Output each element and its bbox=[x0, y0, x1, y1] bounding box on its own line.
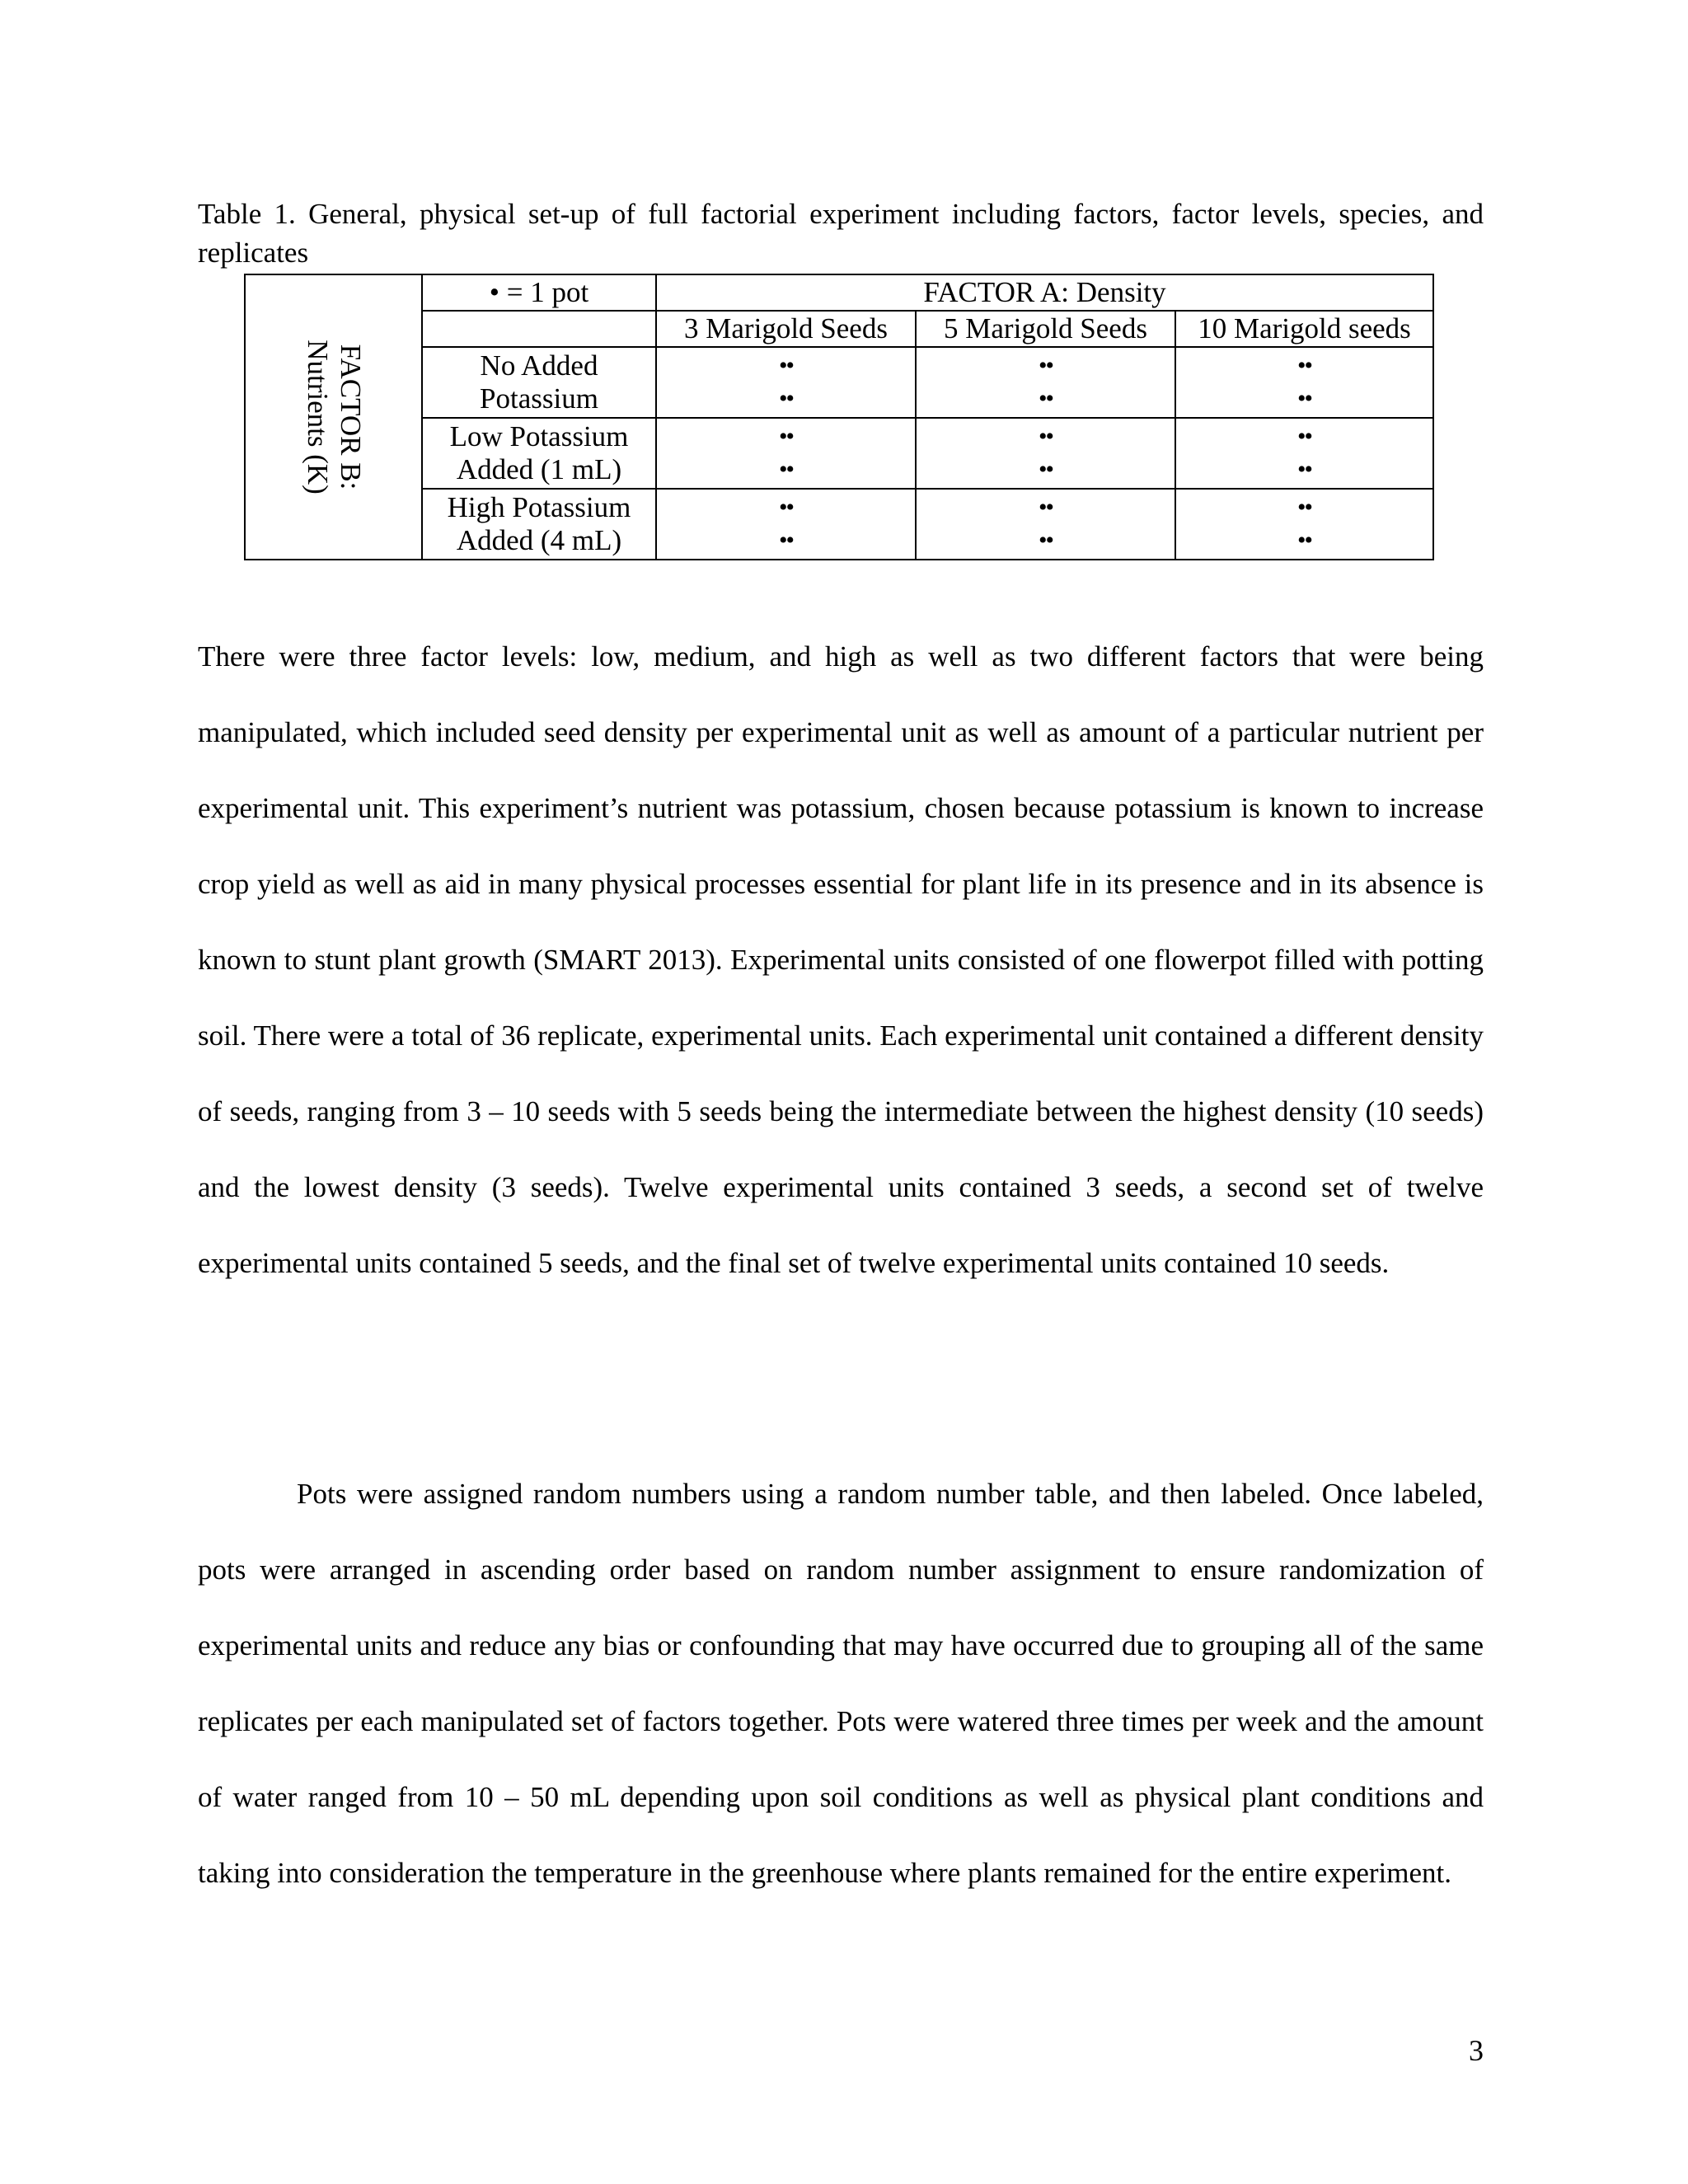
pot-cell: •• •• bbox=[656, 418, 916, 489]
page-number: 3 bbox=[1469, 2034, 1484, 2067]
factor-level-label: Low Potassium Added (1 mL) bbox=[422, 418, 656, 489]
factor-a-label: FACTOR A: Density bbox=[656, 274, 1433, 311]
column-header: 5 Marigold Seeds bbox=[916, 311, 1175, 347]
body-paragraph: Pots were assigned random numbers using a random number table, and then labeled. Once labeled, pots were arranged in ascending order based on random number assignment to ensure randomization of experimental units and reduce any bias or confounding that may have occurred due to grouping all of the same replicates per each manipulated set of factors together. Pots were watered three times per week and the amount of water ranged from 10 – 50 mL depending upon soil conditions as well as physical plant conditions and taking into consideration the temperature in the greenhouse where plants remained for the entire experiment. bbox=[198, 1478, 1484, 1889]
column-header: 3 Marigold Seeds bbox=[656, 311, 916, 347]
factor-b-subtitle: Nutrients (K) bbox=[301, 340, 334, 494]
table-row bbox=[245, 489, 1433, 560]
pot-cell: •• •• bbox=[916, 489, 1175, 560]
pot-cell: •• •• bbox=[656, 489, 916, 560]
table-header-row-2 bbox=[245, 311, 1433, 347]
pot-cell: •• •• bbox=[1175, 347, 1433, 418]
pot-cell: •• •• bbox=[1175, 489, 1433, 560]
experiment-setup-table bbox=[244, 274, 1434, 560]
factor-level-label: High Potassium Added (4 mL) bbox=[422, 489, 656, 560]
factor-b-title: FACTOR B: bbox=[334, 344, 367, 490]
pot-legend: • = 1 pot bbox=[422, 274, 656, 311]
factor-b-cell bbox=[245, 274, 422, 560]
empty-header-cell bbox=[422, 311, 656, 347]
pot-cell: •• •• bbox=[1175, 418, 1433, 489]
table-header-row-1 bbox=[245, 274, 1433, 311]
table-caption: Table 1. General, physical set-up of full factorial experiment including factors, factor levels, species, and replicates bbox=[198, 198, 1484, 269]
table-row bbox=[245, 347, 1433, 418]
pot-cell: •• •• bbox=[916, 347, 1175, 418]
body-paragraph: There were three factor levels: low, medium, and high as well as two different factors that were being manipulated, which included seed density per experimental unit as well as amount of a particular nutrient per experimental unit. This experiment’s nutrient was potassium, chosen because potassium is known to increase crop yield as well as aid in many physical processes essential for plant life in its presence and in its absence is known to stunt plant growth (SMART 2013). Experimental units consisted of one flowerpot filled with potting soil. There were a total of 36 replicate, experimental units. Each experimental unit contained a different density of seeds, ranging from 3 – 10 seeds with 5 seeds being the intermediate between the highest density (10 seeds) and the lowest density (3 seeds). Twelve experimental units contained 3 seeds, a second set of twelve experimental units contained 5 seeds, and the final set of twelve experimental units contained 10 seeds. bbox=[198, 640, 1484, 1279]
factor-level-label: No Added Potassium bbox=[422, 347, 656, 418]
pot-cell: •• •• bbox=[656, 347, 916, 418]
column-header: 10 Marigold seeds bbox=[1175, 311, 1433, 347]
pot-cell: •• •• bbox=[916, 418, 1175, 489]
factor-b-label bbox=[301, 340, 367, 494]
table-row bbox=[245, 418, 1433, 489]
